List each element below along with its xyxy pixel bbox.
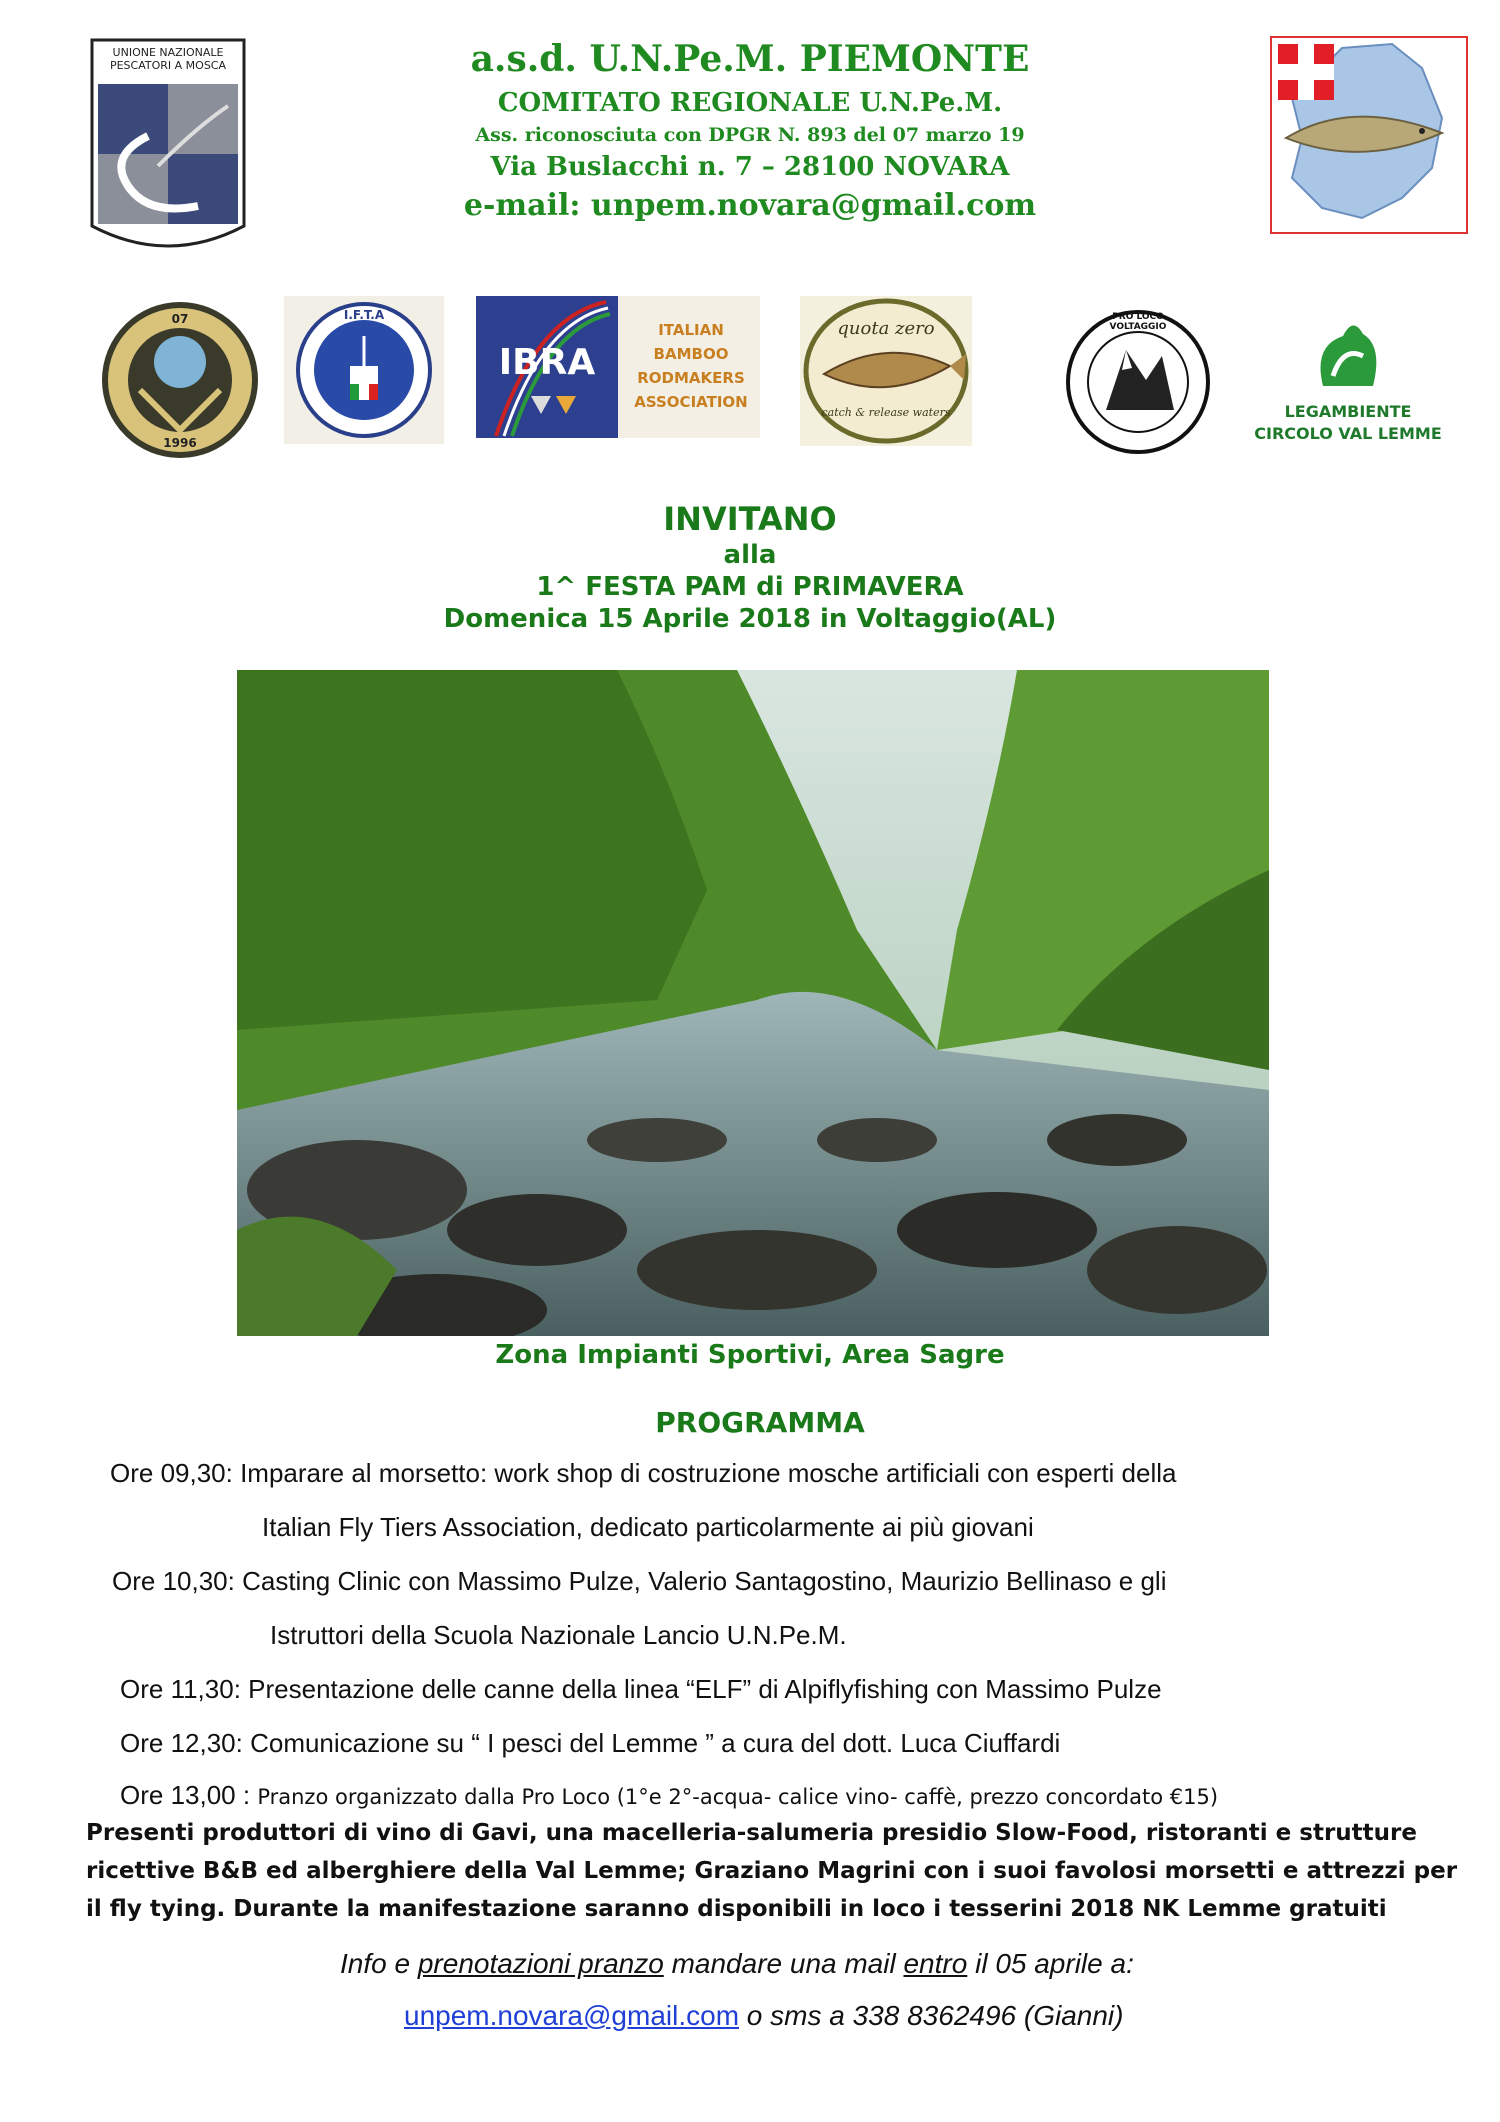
pro-loco-text: PRO LOCO VOLTAGGIO — [1109, 312, 1167, 332]
location: Zona Impianti Sportivi, Area Sagre — [495, 1340, 1005, 1370]
info-line: Info e prenotazioni pranzo mandare una mail entro il 05 aprile a: — [340, 1948, 1134, 1979]
club-year: 1996 — [163, 436, 197, 450]
contact-line — [404, 2000, 1123, 2032]
info-entro: entro — [903, 1948, 968, 1979]
program-line-7 — [120, 1780, 1218, 1811]
program-line-4: Istruttori della Scuola Nazionale Lancio U.N.Pe.M. — [270, 1620, 847, 1650]
legambiente-sub: CIRCOLO VAL LEMME — [1254, 424, 1442, 443]
club-pescatori-logo — [100, 300, 260, 460]
event-date: Domenica 15 Aprile 2018 in Voltaggio(AL) — [443, 604, 1057, 634]
quota-zero-logo — [800, 296, 972, 446]
program-line-2: Italian Fly Tiers Association, dedicato particolarmente ai più giovani — [262, 1512, 1034, 1542]
notes-line-1: Presenti produttori di vino di Gavi, una macelleria-salumeria presidio Slow-Food, ristoranti e strutture — [86, 1820, 1417, 1846]
invite-alla: alla — [723, 540, 777, 570]
ibra-logo — [476, 296, 760, 438]
program-line-6: Ore 12,30: Comunicazione su “ I pesci del Lemme ” a cura del dott. Luca Ciuffardi — [120, 1728, 1061, 1758]
event-name: 1^ FESTA PAM di PRIMAVERA — [536, 572, 964, 602]
committee-name: COMITATO REGIONALE U.N.Pe.M. — [497, 88, 1003, 118]
ibra-title: IBRA — [498, 342, 596, 383]
program-line-7-time: Ore 13,00 : — [120, 1780, 258, 1810]
program-line-3: Ore 10,30: Casting Clinic con Massimo Pulze, Valerio Santagostino, Maurizio Bellinaso e gli — [112, 1566, 1167, 1596]
notes-line-2: ricettive B&B ed alberghiere della Val Lemme; Graziano Magrini con i suoi favolosi morsetti e attrezzi per — [86, 1858, 1458, 1884]
info-prenotazioni: prenotazioni pranzo — [417, 1948, 664, 1979]
notes-line-3: il fly tying. Durante la manifestazione saranno disponibili in loco i tesserini 2018 NK Lemme gratuiti — [86, 1896, 1387, 1922]
piemonte-logo — [1270, 36, 1468, 234]
quota-zero-sub: catch & release waters — [821, 406, 951, 419]
club-number: 07 — [171, 312, 189, 326]
ibra-subtitle: ITALIAN BAMBOO RODMAKERS ASSOCIATION — [634, 321, 748, 411]
program-line-7-text: Pranzo organizzato dalla Pro Loco (1°e 2°-acqua- calice vino- caffè, prezzo concordato €15) — [257, 1785, 1219, 1809]
program-line-5: Ore 11,30: Presentazione delle canne della linea “ELF” di Alpiflyfishing con Massimo Pulze — [120, 1674, 1162, 1704]
ifta-title: I.F.T.A — [343, 308, 385, 322]
pro-loco-logo — [1066, 310, 1210, 454]
unpem-logo-text: UNIONE NAZIONALE PESCATORI A MOSCA — [109, 46, 227, 72]
contact-sms: o sms a 338 8362496 (Gianni) — [739, 2000, 1124, 2031]
legambiente-name: LEGAMBIENTE — [1284, 402, 1412, 421]
quota-zero-title: quota zero — [837, 318, 935, 339]
header-email: e-mail: unpem.novara@gmail.com — [463, 188, 1037, 223]
contact-email-link[interactable]: unpem.novara@gmail.com — [404, 2000, 740, 2031]
ifta-logo — [284, 296, 444, 444]
unpem-logo — [88, 36, 248, 258]
recognition-text: Ass. riconosciuta con DPGR N. 893 del 07 marzo 19 — [475, 124, 1025, 146]
programma-heading: PROGRAMMA — [655, 1406, 865, 1439]
address: Via Buslacchi n. 7 – 28100 NOVARA — [490, 152, 1010, 182]
legambiente-logo — [1248, 316, 1448, 446]
program-line-1: Ore 09,30: Imparare al morsetto: work shop di costruzione mosche artificiali con esperti della — [110, 1458, 1177, 1488]
river-photo — [237, 670, 1269, 1336]
invite-title: INVITANO — [663, 500, 837, 538]
org-name: a.s.d. U.N.Pe.M. PIEMONTE — [470, 38, 1030, 80]
